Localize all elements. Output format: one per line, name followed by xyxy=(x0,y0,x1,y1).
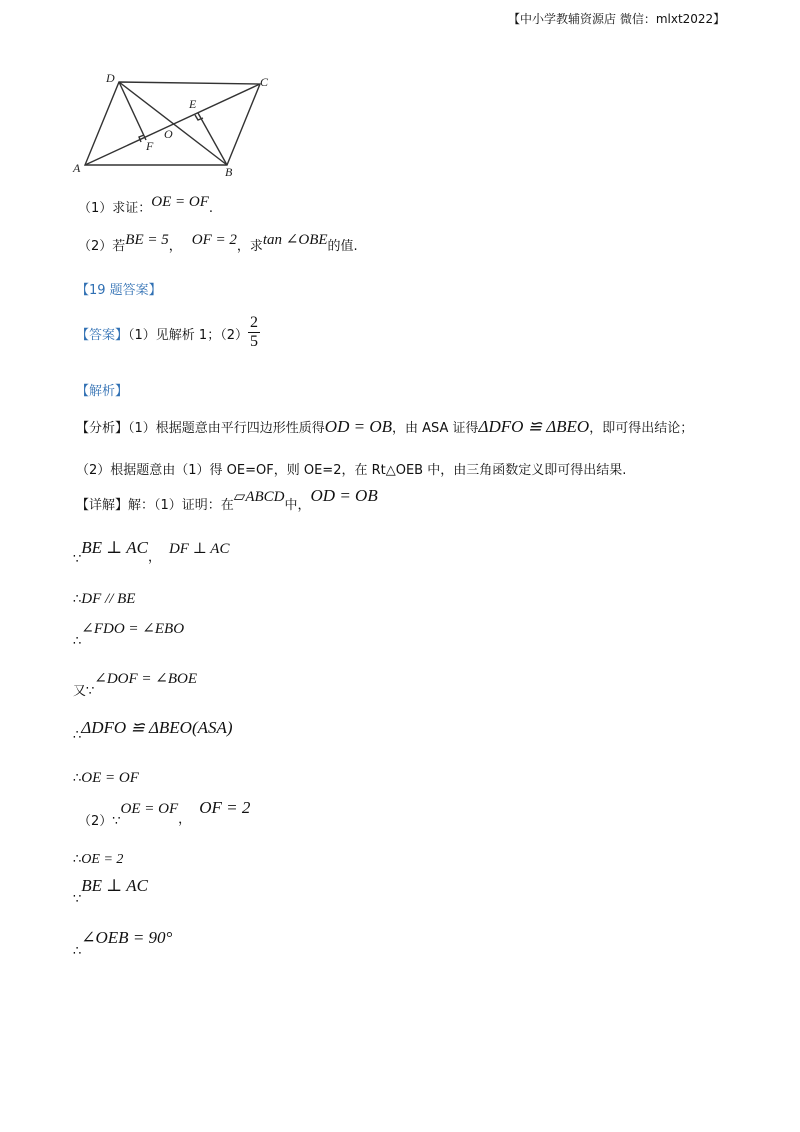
proof-step-5: $_\therefore$ΔDFO ≌ ΔBEO(ASA) xyxy=(73,718,233,743)
header-watermark: 【中小学教辅资源店 微信：mlxt2022】 xyxy=(508,12,726,26)
question-part-1: （1）求证：OE = OF. xyxy=(78,194,214,216)
analysis-title: 【解析】 xyxy=(76,384,129,399)
detail-line: 【详解】解：（1）证明：在▱ABCD中，OD = OB xyxy=(76,486,378,513)
proof-step-6: ∴OE = OF xyxy=(73,770,139,786)
label-o: O xyxy=(164,127,173,141)
question-part-2: （2）若BE = 5， OF = 2，求tan ∠OBE的值. xyxy=(78,232,358,254)
label-b: B xyxy=(225,165,233,179)
proof-step-7: $_{(2)\because}OE = OF_,OF = 2$ xyxy=(78,798,251,829)
answer-fraction: $\frac{2}{5}$ xyxy=(249,314,258,350)
label-d: D xyxy=(106,71,115,85)
proof-step-10: $_\therefore$∠OEB = 90° xyxy=(73,928,173,959)
proof-step-1: $_\because$BE ⊥ $AC_,DF$ ⊥ AC xyxy=(73,538,230,567)
label-e: E xyxy=(189,97,197,111)
proof-step-3: $_\therefore$∠FDO = ∠EBO xyxy=(73,621,185,649)
label-c: C xyxy=(260,75,269,89)
segment-df xyxy=(119,82,146,140)
parallelogram-figure xyxy=(70,68,280,180)
analysis-line-1: 【分析】（1）根据题意由平行四边形性质得OD = OB，由 ASA 证得ΔDFO ≌ ΔBEO，即可得出结论； xyxy=(76,417,694,436)
proof-step-4: $_{又\because}$∠DOF = ∠BOE xyxy=(73,671,198,699)
answer-line: 【答案】（1）见解析 1；（2） $\frac{2}{5}$ xyxy=(76,314,258,350)
answer-title: 【19 题答案】 xyxy=(76,283,162,298)
diagonal-bd xyxy=(119,82,227,165)
proof-step-8: ∴OE = 2 xyxy=(73,852,124,867)
proof-step-2: ∴DF // BE xyxy=(73,591,136,607)
segment-be xyxy=(198,113,227,165)
label-a: A xyxy=(73,161,81,175)
analysis-line-2: （2）根据题意由（1）得 OE=OF，则 OE=2，在 Rt△OEB 中，由三角函数定义即可得出结果. xyxy=(76,463,627,478)
proof-step-9: $_\because$BE ⊥ AC xyxy=(73,876,148,907)
diagonal-ac xyxy=(85,84,260,165)
label-f: F xyxy=(146,139,154,153)
